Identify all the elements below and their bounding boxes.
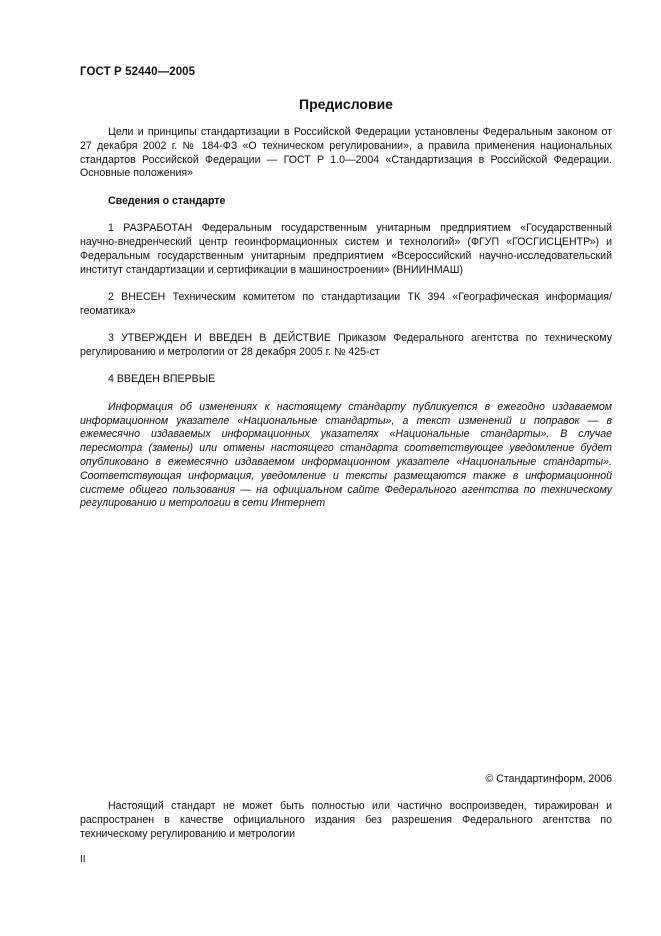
info-item-1: 1 РАЗРАБОТАН Федеральным государственным унитарным предприятием «Государственный научно-внедренческий центр геоинформационных систем и технологий» (ФГУП «ГОСГИСЦЕНТР») и Федеральным государственным унитарным предприятием «Всероссийский научно-исследовательский институт стандартизации и сертификации в машиностроении» (ВНИИНМАШ)	[80, 222, 612, 276]
info-item-3: 3 УТВЕРЖДЕН И ВВЕДЕН В ДЕЙСТВИЕ Приказом Федерального агентства по техническому регулированию и метрологии от 28 декабря 2005 г. № 425-ст	[80, 332, 612, 358]
info-item-4: 4 ВВЕДЕН ВПЕРВЫЕ	[108, 373, 216, 386]
copyright-line: © Стандартинформ, 2006	[485, 773, 612, 785]
info-item-2: 2 ВНЕСЕН Техническим комитетом по стандартизации ТК 394 «Географическая информация/геоматика»	[80, 290, 612, 317]
page-title: Предисловие	[299, 96, 393, 112]
notice-paragraph: Настоящий стандарт не может быть полностью или частично воспроизведен, тиражирован и распространен в качестве официального издания без разрешения Федерального агентства по техническому регулированию и метрологии	[80, 800, 612, 840]
info-note: Информация об изменениях к настоящему стандарту публикуется в ежегодно издаваемом информационном указателе «Национальные стандарты», а текст изменений и поправок — в ежемесячно издаваемых информационных указателях «Национальные стандарты». В случае пересмотра (замены) или отмены настоящего стандарта соответствующее уведомление будет опубликовано в ежемесячно издаваемом информационном указателе «Национальные стандарты». Соответствующая информация, уведомление и тексты размещаются также в информационной системе общего пользования — на официальном сайте Федерального агентства по техническому регулированию и метрологии в сети Интернет	[80, 400, 612, 510]
reproduction-notice	[80, 800, 612, 841]
page-number: II	[80, 854, 86, 865]
foreword-body	[80, 126, 612, 511]
info-heading: Сведения о стандарте	[108, 194, 226, 207]
intro-paragraph: Цели и принципы стандартизации в Российской Федерации установлены Федеральным законом от 27 декабря 2002 г. № 184-ФЗ «О техническом регулировании», а правила применения национальных стандартов Российской Федерации — ГОСТ Р 1.0—2004 «Стандартизация в Российской Федерации. Основные положения»	[80, 126, 612, 180]
document-code: ГОСТ Р 52440—2005	[80, 66, 196, 78]
